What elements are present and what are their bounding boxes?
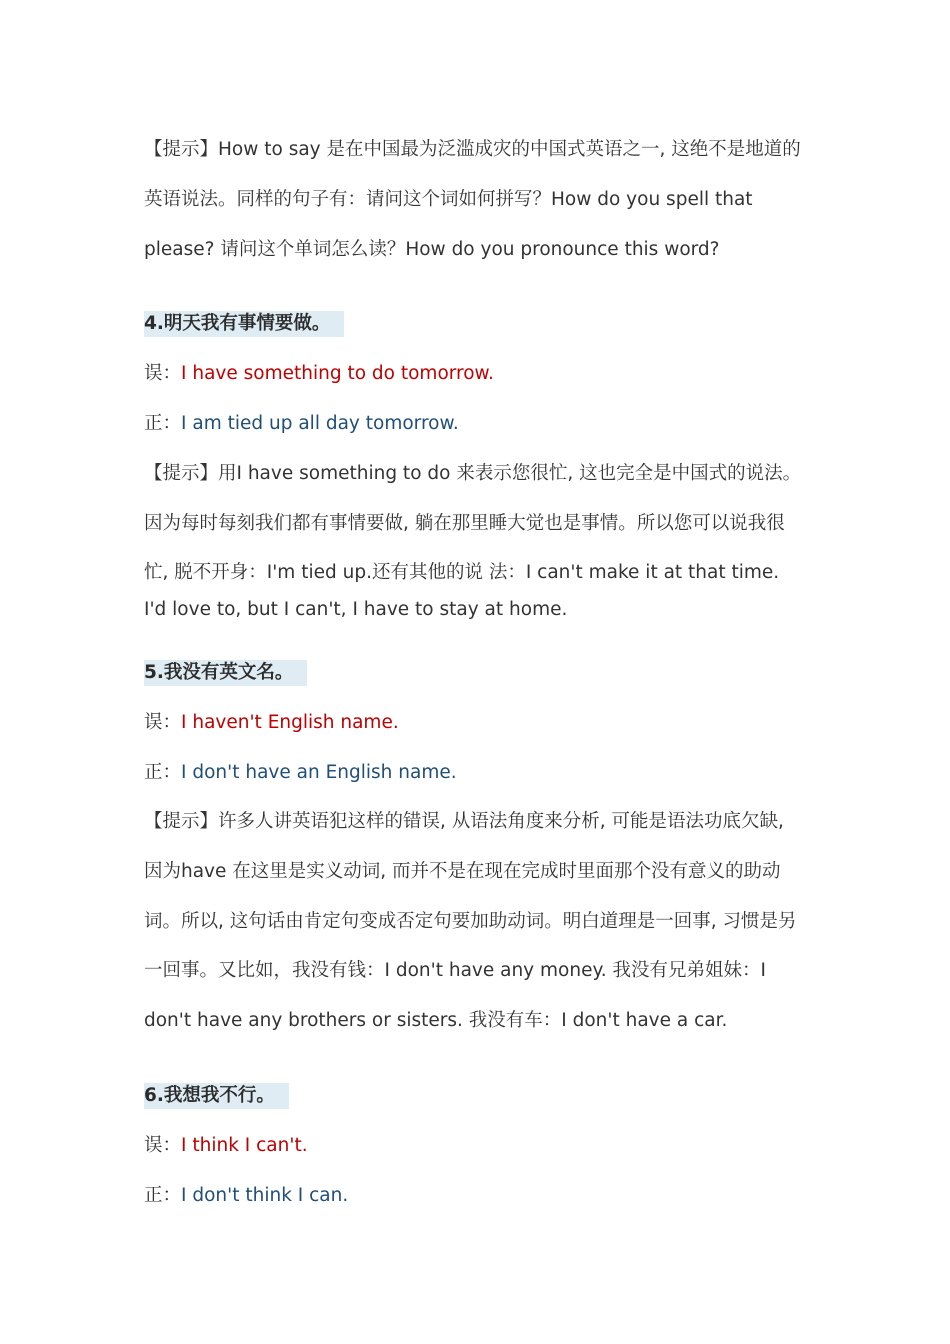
tip-line: 词。所以, 这句话由肯定句变成否定句要加助动词。明白道理是一回事, 习惯是另 — [144, 911, 797, 932]
tip-line: 【提示】许多人讲英语犯这样的错误, 从语法角度来分析, 可能是语法功底欠缺, — [144, 811, 784, 832]
wrong-sentence: I have something to do tomorrow. — [181, 363, 494, 384]
wrong-example — [144, 1134, 308, 1158]
wrong-sentence: I haven't English name. — [181, 712, 399, 733]
tip-line: 英语说法。同样的句子有：请问这个词如何拼写？How do you spell that — [144, 189, 753, 210]
right-sentence: I am tied up all day tomorrow. — [181, 413, 459, 434]
right-prefix: 正： — [144, 413, 182, 434]
tip-line: 一回事。又比如，我没有钱：I don't have any money. 我没有兄弟姐妹：I — [144, 960, 766, 981]
wrong-example — [144, 362, 494, 386]
tip-line: I'd love to, but I can't, I have to stay at home. — [144, 599, 568, 620]
wrong-prefix: 误： — [144, 363, 182, 384]
right-sentence: I don't have an English name. — [181, 762, 457, 783]
right-example — [144, 761, 457, 785]
wrong-prefix: 误： — [144, 1135, 182, 1156]
right-example — [144, 1184, 348, 1208]
wrong-sentence: I think I can't. — [181, 1135, 308, 1156]
section-heading: 5.我没有英文名。 — [144, 660, 307, 686]
right-example — [144, 412, 459, 436]
tip-line: 【提示】How to say 是在中国最为泛滥成灾的中国式英语之一, 这绝不是地道的 — [144, 139, 801, 160]
section-heading: 4.明天我有事情要做。 — [144, 311, 344, 337]
tip-line: please? 请问这个单词怎么读？How do you pronounce this word? — [144, 239, 720, 260]
wrong-prefix: 误： — [144, 712, 182, 733]
section-heading: 6.我想我不行。 — [144, 1083, 289, 1109]
tip-line: 因为每时每刻我们都有事情要做, 躺在那里睡大觉也是事情。所以您可以说我很 — [144, 513, 785, 534]
right-sentence: I don't think I can. — [181, 1185, 349, 1206]
right-prefix: 正： — [144, 762, 182, 783]
wrong-example — [144, 711, 399, 735]
right-prefix: 正： — [144, 1185, 182, 1206]
tip-line: 因为have 在这里是实义动词, 而并不是在现在完成时里面那个没有意义的助动 — [144, 861, 781, 882]
tip-line: don't have any brothers or sisters. 我没有车：I don't have a car. — [144, 1010, 728, 1031]
tip-line: 忙, 脱不开身：I'm tied up.还有其他的说 法：I can't make it at that time. — [144, 562, 780, 583]
tip-line: 【提示】用I have something to do 来表示您很忙, 这也完全是中国式的说法。 — [144, 463, 802, 484]
